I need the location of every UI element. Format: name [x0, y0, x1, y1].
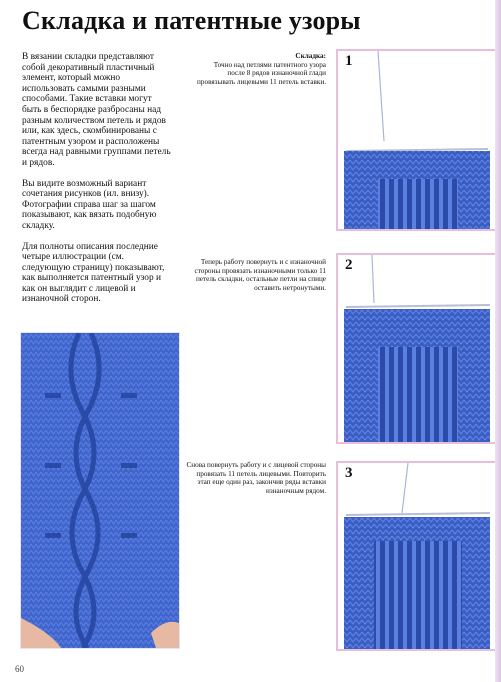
- step-3-photo: [336, 461, 498, 651]
- step-1-photo: [336, 49, 498, 231]
- knitting-swatch-image: [338, 463, 496, 649]
- page-number: 60: [15, 664, 24, 674]
- knitting-swatch-image: [338, 51, 496, 229]
- intro-paragraph: В вязании складки представляют собой декоративный пластичный элемент, который можно использовать самыми разными способами. Такие вставки могут быть в беспорядке разбросаны над разным количеством петель и рядов или, как здесь, скомбинированы с патентным узором и расположены всегда над равными группами петель и рядов.: [22, 52, 171, 168]
- step-2-number: 2: [345, 257, 353, 273]
- step-1-title: Складка:: [295, 52, 326, 60]
- intro-paragraph: Для полноты описания последние четыре иллюстрации (см. следующую страницу) показывают, как выполняется патентный узор и как он выглядит с лицевой и изнаночной сторон.: [22, 241, 165, 305]
- page-edge-decoration: [495, 0, 501, 682]
- step-2-text: Теперь работу повернуть и с изнаночной стороны провязать изнаночными только 11 петель складки, остальные петли на спице оставить нетронутыми.: [194, 258, 326, 292]
- step-1-caption: [196, 52, 326, 86]
- sweater-photo: [20, 332, 180, 649]
- step-3-caption: [186, 461, 326, 495]
- intro-text: [22, 52, 172, 315]
- step-2-caption: [186, 258, 326, 292]
- knitted-sweater-image: [21, 333, 179, 648]
- step-2-photo: [336, 253, 498, 444]
- knitting-swatch-image: [338, 255, 496, 442]
- step-1-text: Точно над петлями патентного узора после 8 рядов изнаночной глади провязывать лицевыми 11 петель вставки.: [197, 60, 326, 86]
- step-3-text: Снова повернуть работу и с лицевой стороны провязать 11 петель лицевыми. Повторить этап еще один раз, закончив ряды вставки изнаночным рядом.: [186, 461, 326, 495]
- intro-paragraph: Вы видите возможный вариант сочетания рисунков (ил. внизу). Фотографии справа шаг за шагом показывают, как вязать подобную складку.: [22, 178, 157, 231]
- step-3-number: 3: [345, 465, 353, 481]
- step-1-number: 1: [345, 53, 353, 69]
- page-title: Складка и патентные узоры: [22, 6, 361, 35]
